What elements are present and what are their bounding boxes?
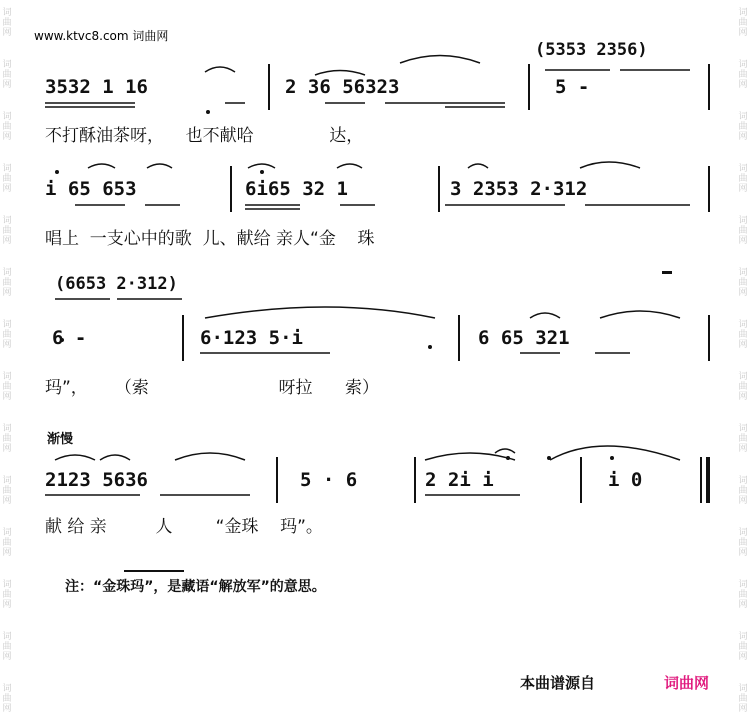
watermark-text: 词 曲 网	[738, 528, 748, 558]
watermark-text: 词 曲 网	[738, 372, 748, 402]
watermark-text: 词 曲 网	[738, 632, 748, 662]
barline	[276, 457, 278, 503]
line1-intro: (5353 2356)	[535, 40, 648, 60]
watermark-text: 词 曲 网	[738, 320, 748, 350]
tempo-marking: 渐慢	[47, 432, 74, 447]
line4-measure2: 5 · 6	[300, 469, 358, 491]
barline	[528, 64, 530, 110]
line1-measure3: 5 -	[555, 76, 590, 98]
barline	[414, 457, 416, 503]
line2-lyrics: 唱上 一支心中的歌 儿、献给 亲人“金 珠	[45, 229, 375, 249]
line2-measure3: 3 2353 2·312	[450, 178, 588, 200]
watermark-text: 词 曲 网	[2, 372, 12, 402]
line3-measure2: 6·123 5·i	[200, 327, 303, 349]
barline	[708, 166, 710, 212]
watermark-text: 词 曲 网	[2, 60, 12, 90]
watermark-text: 词 曲 网	[738, 60, 748, 90]
watermark-text: 词 曲 网	[2, 320, 12, 350]
watermark-text: 词 曲 网	[2, 216, 12, 246]
watermark-text: 词 曲 网	[738, 8, 748, 38]
watermark-text: 词 曲 网	[738, 164, 748, 194]
watermark-text: 词 曲 网	[2, 580, 12, 610]
line4-measure3: 2 2i i	[425, 469, 494, 491]
line3-intro: (6653 2·312)	[55, 274, 178, 294]
watermark-text: 词 曲 网	[2, 8, 12, 38]
brand-link[interactable]: 词曲网	[664, 674, 710, 692]
watermark-text: 词 曲 网	[738, 216, 748, 246]
line4-measure1: 2123 5636	[45, 469, 148, 491]
barline	[708, 64, 710, 110]
barline	[708, 315, 710, 361]
watermark-text: 词 曲 网	[2, 528, 12, 558]
line4-lyrics: 献 给 亲 人 “金珠 玛”。	[45, 517, 323, 537]
line1-measure1: 3532 1 16	[45, 76, 148, 98]
watermark-text: 词 曲 网	[738, 580, 748, 610]
barline	[268, 64, 270, 110]
watermark-text: 词 曲 网	[2, 112, 12, 142]
footnote-rule	[124, 570, 184, 572]
line2-measure1: i 65 653	[45, 178, 137, 200]
line2-measure2: 6i65 32 1	[245, 178, 348, 200]
site-header[interactable]: www.ktvc8.com 词曲网	[34, 29, 169, 43]
final-barline	[706, 457, 710, 503]
watermark-text: 词 曲 网	[738, 476, 748, 506]
line1-measure2: 2 36 56323	[285, 76, 400, 98]
watermark-text: 词 曲 网	[2, 476, 12, 506]
source-label: 本曲谱源自	[520, 674, 596, 692]
line1-lyrics: 不打酥油茶呀， 也不献哈 达，	[45, 126, 364, 146]
barline	[230, 166, 232, 212]
barline	[182, 315, 184, 361]
watermark-text: 词 曲 网	[2, 268, 12, 298]
line4-measure4: i 0	[608, 469, 643, 491]
line3-measure1: 6 -	[52, 327, 87, 349]
footnote: 注：“金珠玛”，是藏语“解放军”的意思。	[65, 579, 326, 595]
watermark-text: 词 曲 网	[738, 112, 748, 142]
barline	[580, 457, 582, 503]
watermark-text: 词 曲 网	[2, 164, 12, 194]
barline	[700, 457, 702, 503]
watermark-text: 词 曲 网	[2, 684, 12, 714]
watermark-text: 词 曲 网	[738, 684, 748, 714]
line3-lyrics: 玛”， （索 呀拉 索）	[45, 378, 379, 398]
watermark-text: 词 曲 网	[738, 424, 748, 454]
barline	[438, 166, 440, 212]
watermark-text: 词 曲 网	[2, 424, 12, 454]
line3-measure3: 6 65 321	[478, 327, 570, 349]
watermark-text: 词 曲 网	[738, 268, 748, 298]
watermark-text: 词 曲 网	[2, 632, 12, 662]
barline	[458, 315, 460, 361]
